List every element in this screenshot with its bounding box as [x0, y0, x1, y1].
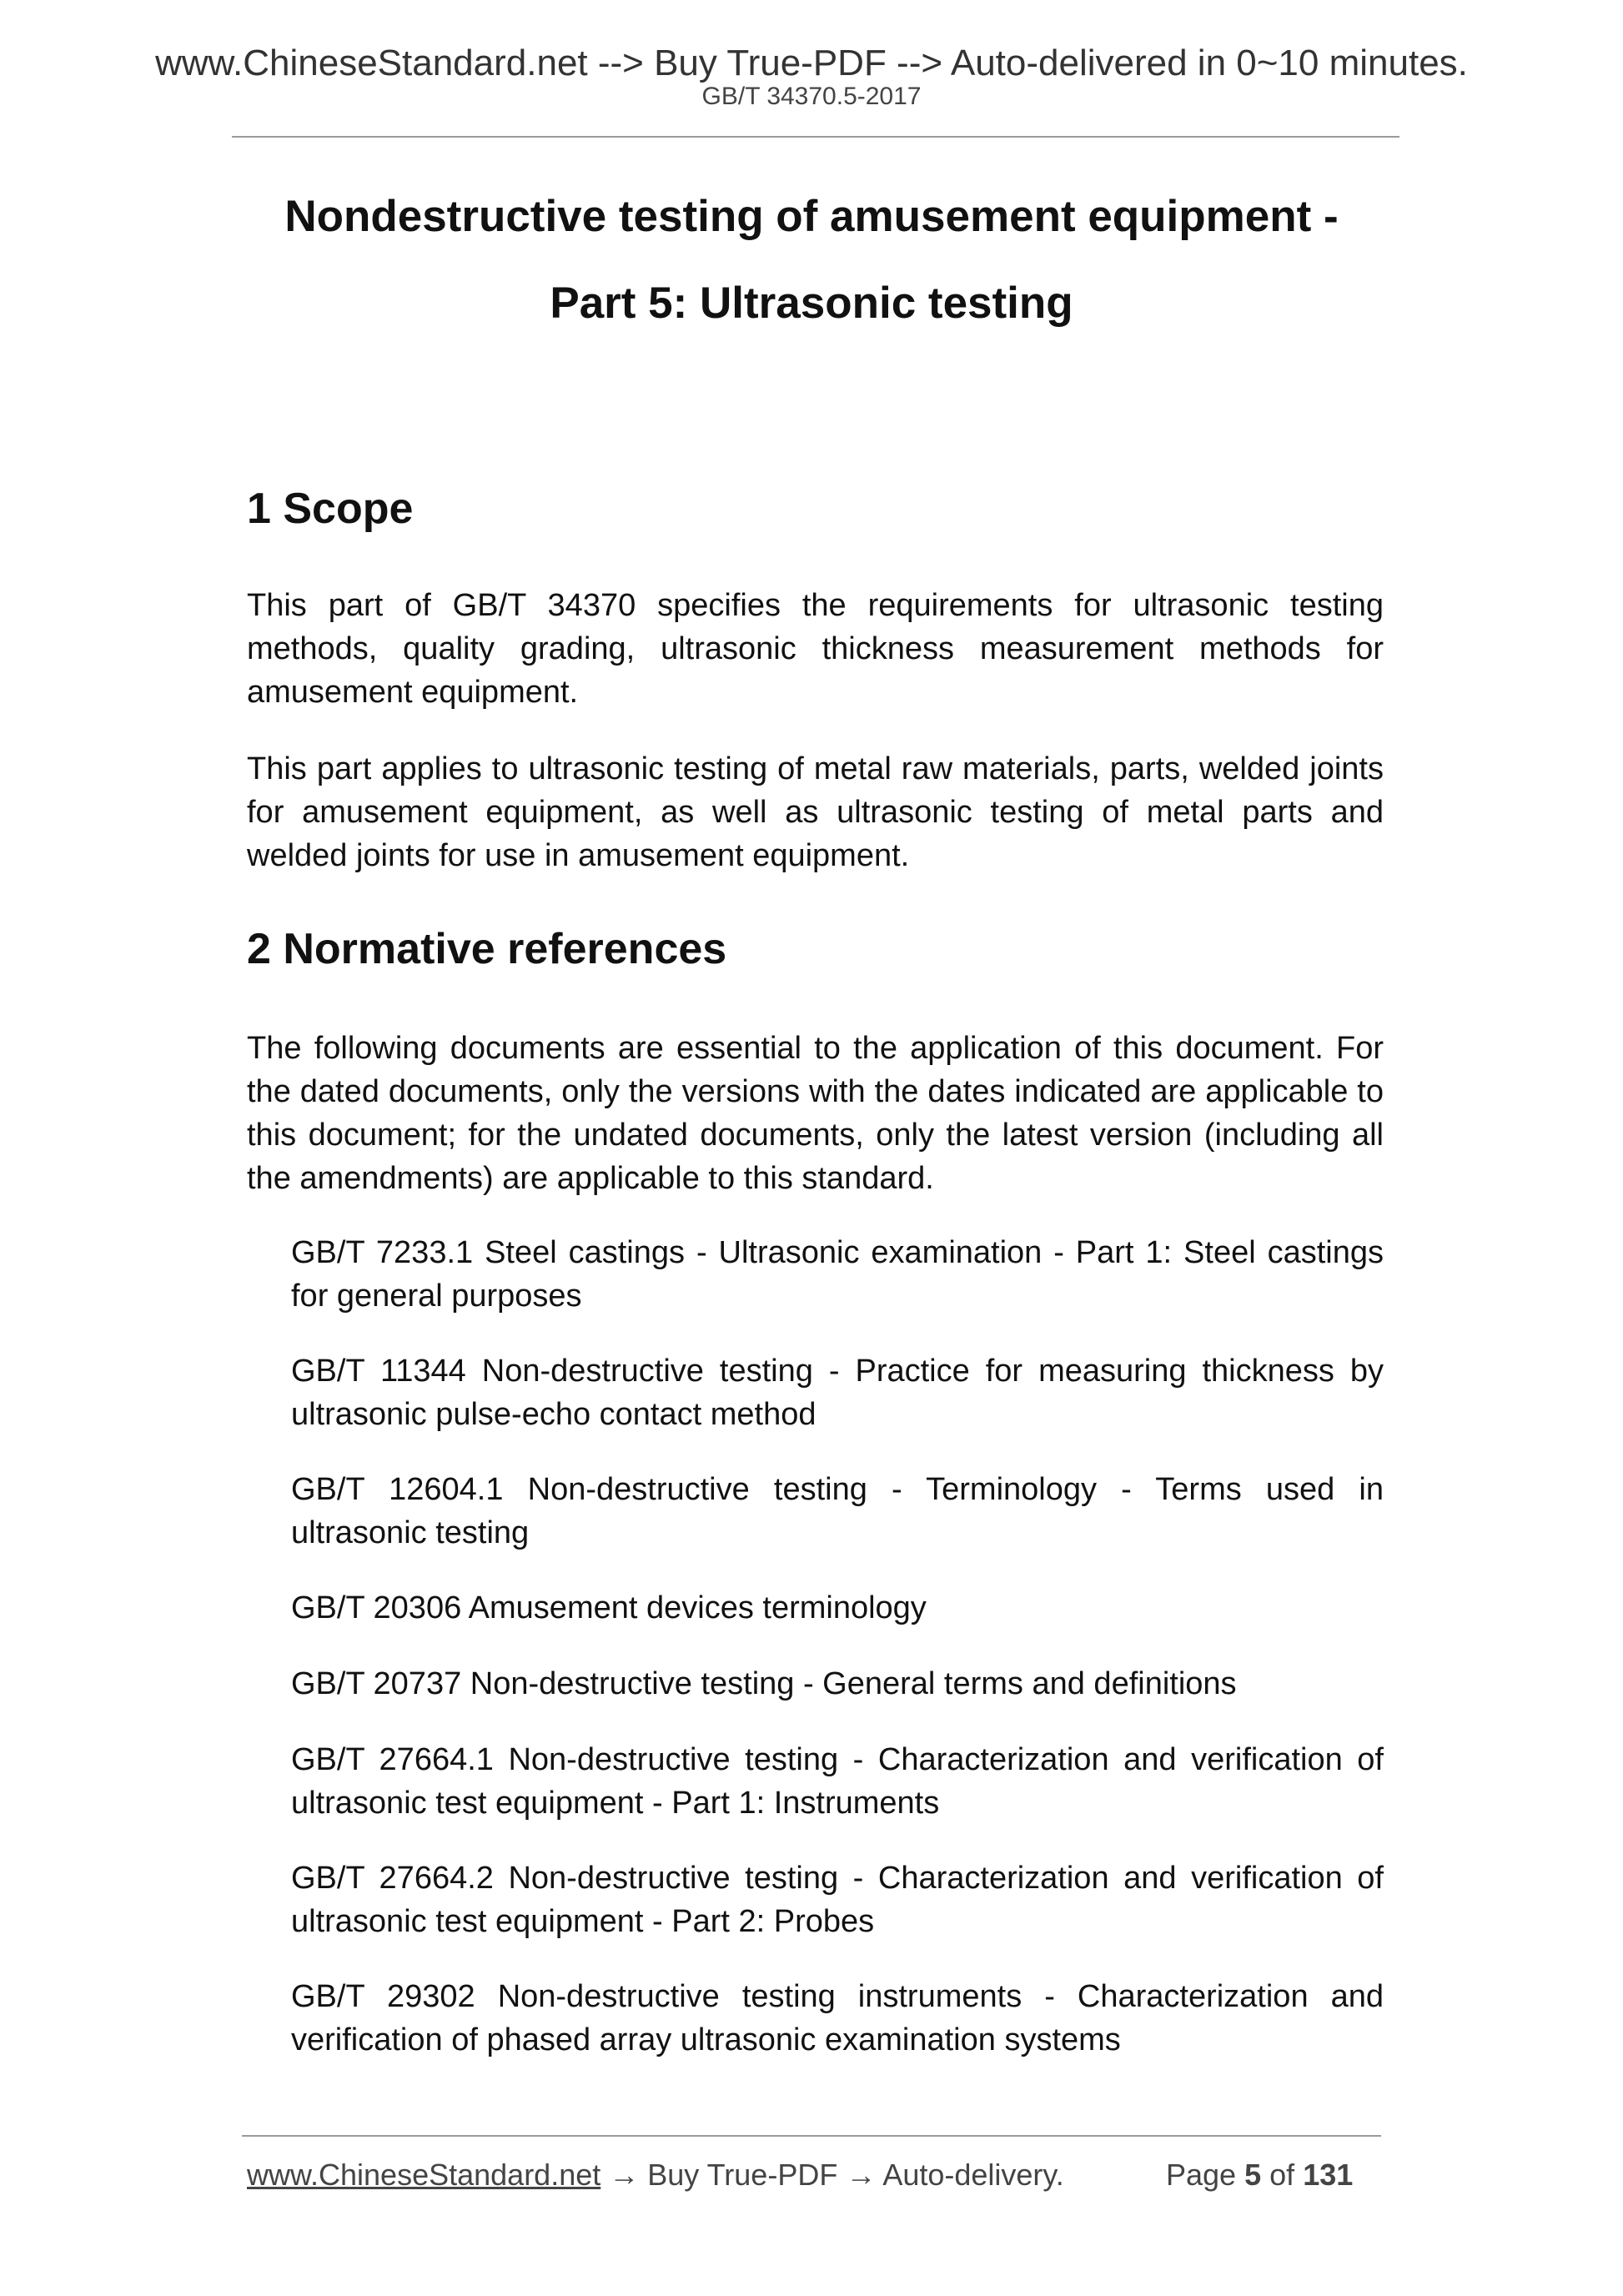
footer-site-link[interactable]: www.ChineseStandard.net — [247, 2158, 601, 2192]
header-divider — [232, 136, 1399, 138]
section-heading-normative-references: 2 Normative references — [247, 925, 727, 973]
top-banner: www.ChineseStandard.net --> Buy True-PDF --> Auto-delivered in 0~10 minutes. — [155, 43, 1468, 83]
page-total: 131 — [1303, 2158, 1354, 2192]
reference-item: GB/T 12604.1 Non-destructive testing - Terminology - Terms used in ultrasonic testing — [291, 1472, 1384, 1550]
document-code: GB/T 34370.5-2017 — [701, 83, 922, 110]
reference-item: GB/T 11344 Non-destructive testing - Practice for measuring thickness by ultrasonic pulse-echo contact method — [291, 1354, 1384, 1432]
document-title-line-2: Part 5: Ultrasonic testing — [550, 279, 1073, 328]
normative-intro-paragraph: The following documents are essential to the application of this document. For the dated documents, only the versions with the dates indicated are applicable to this document; for the undated documents, only the latest version (including all the amendments) are applicable to this standard. — [247, 1031, 1384, 1196]
page-number: 5 — [1244, 2158, 1262, 2192]
scope-paragraph-2: This part applies to ultrasonic testing of metal raw materials, parts, welded joints for amusement equipment, as well as ultrasonic testing of metal parts and welded joints for use in amusement equipment. — [247, 751, 1384, 873]
reference-item: GB/T 27664.1 Non-destructive testing - Characterization and verification of ultrasonic test equipment - Part 1: Instruments — [291, 1742, 1384, 1821]
reference-item: GB/T 29302 Non-destructive testing instruments - Characterization and verification of phased array ultrasonic examination systems — [291, 1979, 1384, 2057]
page-indicator — [1166, 2157, 1353, 2193]
section-heading-scope: 1 Scope — [247, 485, 414, 533]
footer-tagline: → Buy True-PDF → Auto-delivery. — [600, 2158, 1064, 2192]
reference-item: GB/T 7233.1 Steel castings - Ultrasonic examination - Part 1: Steel castings for general purposes — [291, 1235, 1384, 1314]
reference-item: GB/T 27664.2 Non-destructive testing - Characterization and verification of ultrasonic test equipment - Part 2: Probes — [291, 1861, 1384, 1939]
reference-item: GB/T 20737 Non-destructive testing - General terms and definitions — [291, 1666, 1237, 1701]
of-label: of — [1269, 2158, 1295, 2192]
page-label: Page — [1166, 2158, 1237, 2192]
footer-left — [247, 2157, 1064, 2193]
reference-item: GB/T 20306 Amusement devices terminology — [291, 1590, 927, 1625]
document-title-line-1: Nondestructive testing of amusement equipment - — [284, 192, 1339, 241]
footer-divider — [242, 2135, 1381, 2137]
scope-paragraph-1: This part of GB/T 34370 specifies the requirements for ultrasonic testing methods, quality grading, ultrasonic thickness measurement methods for amusement equipment. — [247, 588, 1384, 710]
